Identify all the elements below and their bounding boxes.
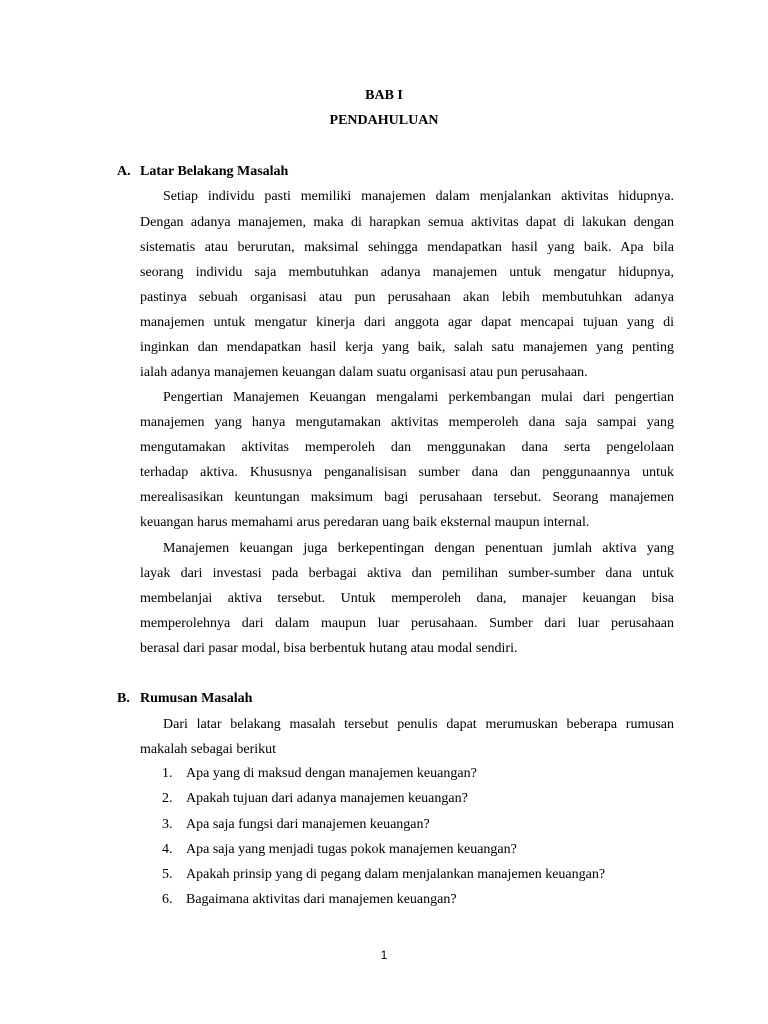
paragraph-line: terhadap aktiva. Khususnya penganalisisan sumber dana dan penggunaannya untuk: [140, 465, 674, 480]
list-item-number: 5.: [162, 867, 173, 882]
list-item-number: 6.: [162, 892, 173, 907]
list-item: [162, 867, 605, 883]
paragraph-line: manajemen yang hanya mengutamakan aktivitas memperoleh dana saja sampai yang: [140, 415, 674, 430]
list-item-number: 4.: [162, 842, 173, 857]
paragraph-line: seorang individu saja membutuhkan adanya manajemen untuk mengatur hidupnya,: [140, 265, 674, 280]
paragraph-line: manajemen untuk mengatur kinerja dari anggota agar dapat mencapai tujuan yang di: [140, 315, 674, 330]
paragraph-line: sistematis atau berurutan, maksimal sehingga mendapatkan hasil yang baik. Apa bila: [140, 240, 674, 255]
chapter-title: PENDAHULUAN: [329, 113, 439, 128]
paragraph-line: berasal dari pasar modal, bisa berbentuk hutang atau modal sendiri.: [140, 641, 518, 656]
list-item-number: 3.: [162, 817, 173, 832]
paragraph-line: ialah adanya manajemen keuangan dalam suatu organisasi atau pun perusahaan.: [140, 365, 588, 380]
section-b-letter: B.: [117, 691, 130, 706]
paragraph-line: Pengertian Manajemen Keuangan mengalami perkembangan mulai dari pengertian: [163, 390, 674, 405]
list-item-number: 1.: [162, 766, 173, 781]
list-item-text: Apa saja fungsi dari manajemen keuangan?: [186, 817, 430, 832]
paragraph-line: membelanjai aktiva tersebut. Untuk memperoleh dana, manajer keuangan bisa: [140, 591, 674, 606]
section-a-title: Latar Belakang Masalah: [140, 164, 289, 179]
list-item-text: Apakah tujuan dari adanya manajemen keuangan?: [186, 791, 468, 806]
paragraph-line: merealisasikan keuntungan maksimum bagi perusahaan tersebut. Seorang manajemen: [140, 490, 674, 505]
list-item-text: Apa yang di maksud dengan manajemen keuangan?: [186, 766, 477, 781]
list-item: [162, 766, 477, 782]
list-item: [162, 817, 430, 833]
paragraph-line: mengutamakan aktivitas memperoleh dan menggunakan dana serta pengelolaan: [140, 440, 674, 455]
list-item-text: Apa saja yang menjadi tugas pokok manajemen keuangan?: [186, 842, 517, 857]
page-number: 1: [380, 948, 388, 962]
section-a-letter: A.: [117, 164, 131, 179]
paragraph-line: pastinya sebuah organisasi atau pun perusahaan akan lebih membutuhkan adanya: [140, 290, 674, 305]
list-item-number: 2.: [162, 791, 173, 806]
section-b-heading: [117, 691, 252, 707]
paragraph-line: Dengan adanya manajemen, maka di harapkan semua aktivitas dapat di lakukan dengan: [140, 215, 674, 230]
list-item-text: Apakah prinsip yang di pegang dalam menjalankan manajemen keuangan?: [186, 867, 606, 882]
paragraph-line: Manajemen keuangan juga berkepentingan dengan penentuan jumlah aktiva yang: [163, 541, 674, 556]
paragraph-line: memperolehnya dari dalam maupun luar perusahaan. Sumber dari luar perusahaan: [140, 616, 674, 631]
paragraph-line: keuangan harus memahami arus peredaran uang baik eksternal maupun internal.: [140, 515, 590, 530]
chapter-number: BAB I: [365, 88, 403, 103]
list-item: [162, 892, 457, 908]
list-item: [162, 791, 468, 807]
paragraph-line: layak dari investasi pada berbagai aktiva dan pemilihan sumber-sumber dana untuk: [140, 566, 674, 581]
paragraph-line: makalah sebagai berikut: [140, 742, 277, 757]
paragraph-line: Dari latar belakang masalah tersebut penulis dapat merumuskan beberapa rumusan: [163, 717, 674, 732]
section-a-heading: [117, 164, 288, 180]
paragraph-line: Setiap individu pasti memiliki manajemen dalam menjalankan aktivitas hidupnya.: [163, 189, 674, 204]
list-item: [162, 842, 517, 858]
paragraph-line: inginkan dan mendapatkan hasil kerja yang baik, salah satu manajemen yang penting: [140, 340, 674, 355]
list-item-text: Bagaimana aktivitas dari manajemen keuangan?: [186, 892, 457, 907]
section-b-title: Rumusan Masalah: [140, 691, 253, 706]
